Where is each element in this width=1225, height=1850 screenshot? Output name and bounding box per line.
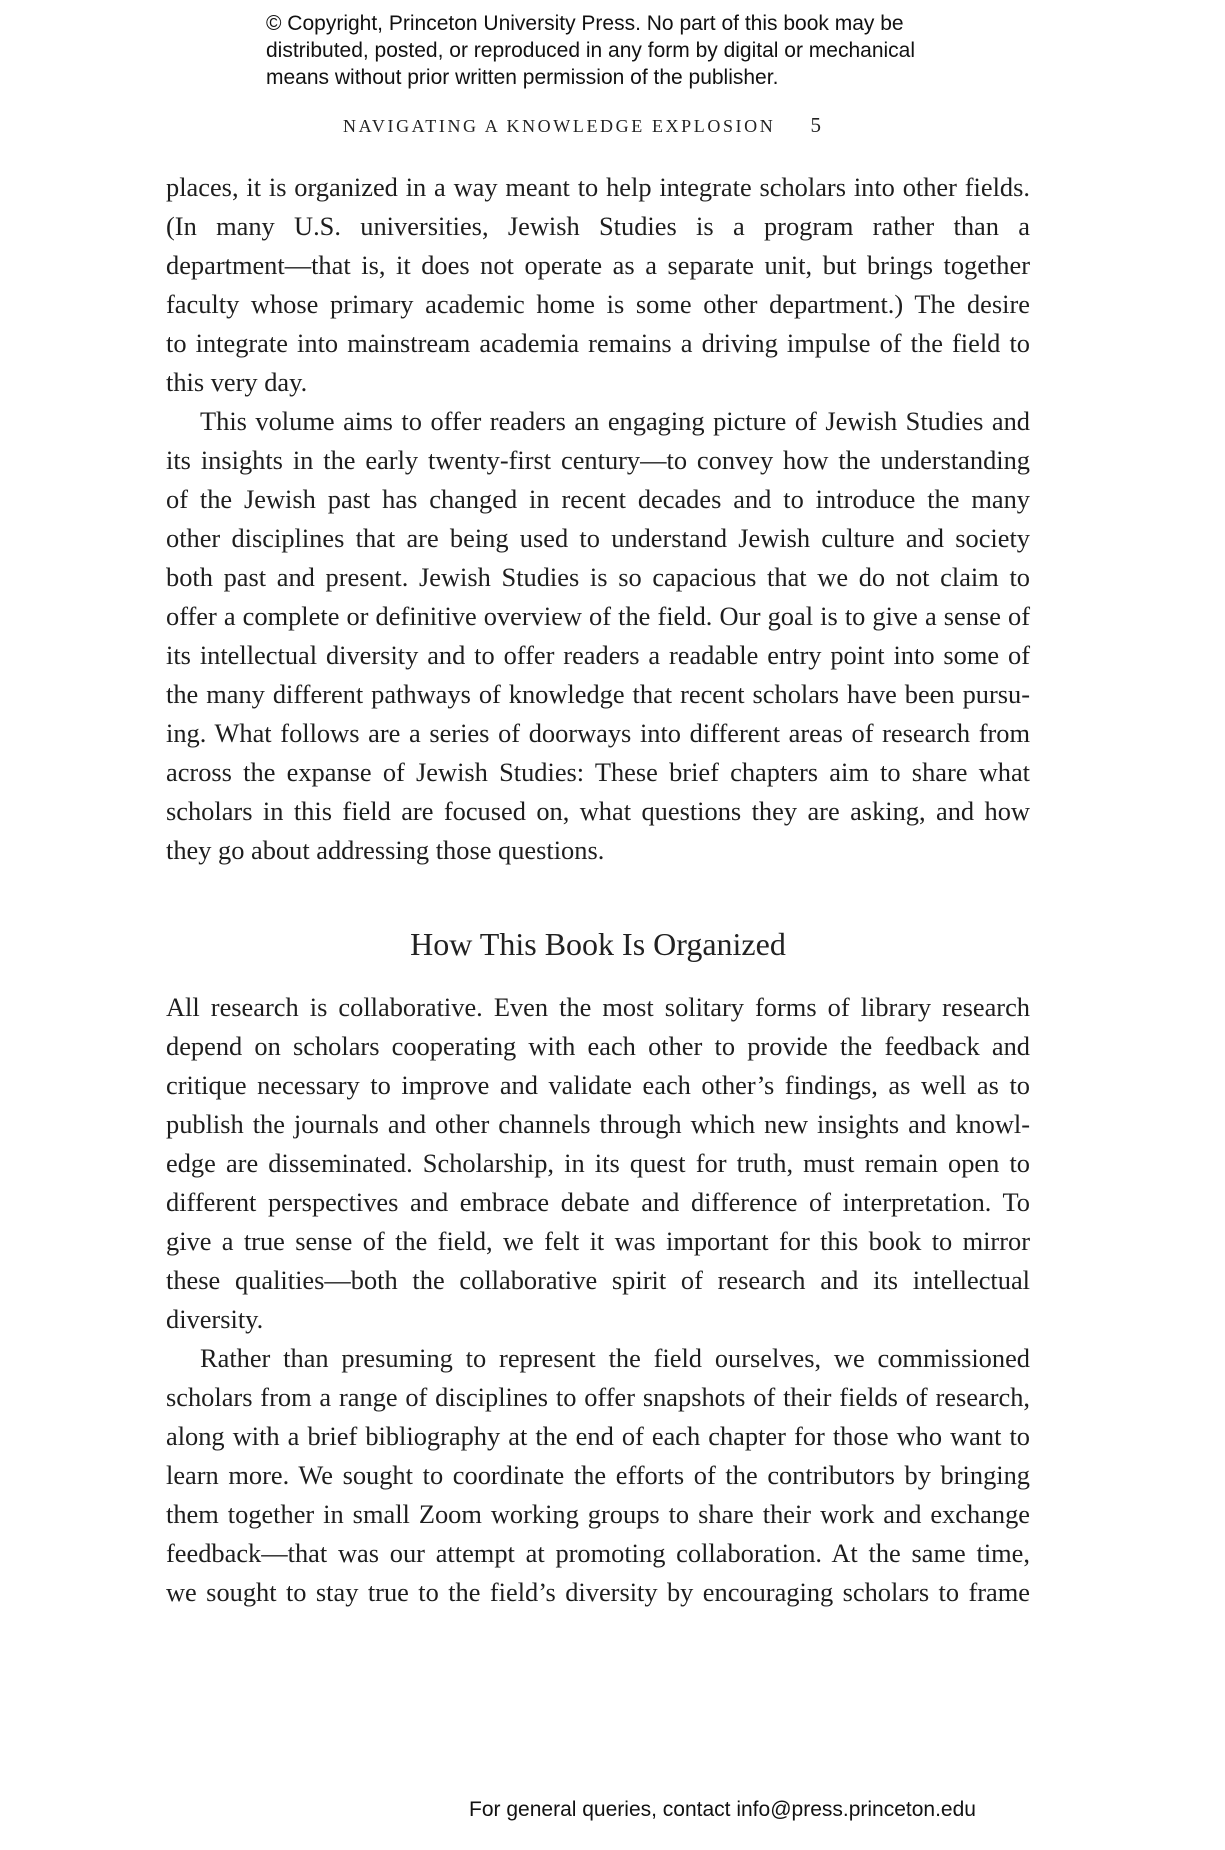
text-line: its insights in the early twenty-first century—to convey how the understanding (166, 445, 1030, 475)
text-line: we sought to stay true to the field’s diversity by encouraging scholars to frame (166, 1577, 1030, 1607)
text-line: both past and present. Jewish Studies is so capacious that we do not claim to (166, 562, 1030, 592)
text-line: across the expanse of Jewish Studies: These brief chapters aim to share what (166, 757, 1030, 787)
text-line: the many different pathways of knowledge that recent scholars have been pursu- (166, 679, 1030, 709)
text-line: This volume aims to offer readers an engaging picture of Jewish Studies and (200, 406, 1030, 436)
page-number: 5 (810, 113, 821, 137)
paragraph (166, 988, 1030, 1339)
text-line: these qualities—both the collaborative spirit of research and its intellectual (166, 1265, 1030, 1295)
section-heading: How This Book Is Organized (410, 926, 786, 962)
text-line: learn more. We sought to coordinate the efforts of the contributors by bringing (166, 1460, 1030, 1490)
text-line: edge are disseminated. Scholarship, in its quest for truth, must remain open to (166, 1148, 1030, 1178)
text-line: different perspectives and embrace debate and difference of interpretation. To (166, 1187, 1030, 1217)
text-line: ing. What follows are a series of doorways into different areas of research from (166, 718, 1030, 748)
text-line: feedback—that was our attempt at promoting collaboration. At the same time, (166, 1538, 1030, 1568)
paragraph (166, 168, 1030, 402)
text-line: other disciplines that are being used to understand Jewish culture and society (166, 523, 1030, 553)
text-line: give a true sense of the field, we felt it was important for this book to mirror (166, 1226, 1030, 1256)
text-line: this very day. (166, 367, 308, 397)
copyright-line: means without prior written permission of the publisher. (266, 66, 779, 89)
text-line: they go about addressing those questions. (166, 835, 605, 865)
text-line: scholars in this field are focused on, what questions they are asking, and how (166, 796, 1030, 826)
copyright-line: © Copyright, Princeton University Press. No part of this book may be (266, 12, 904, 35)
body-text-top (166, 168, 1030, 870)
paragraph (166, 1339, 1030, 1612)
text-line: along with a brief bibliography at the end of each chapter for those who want to (166, 1421, 1030, 1451)
text-line: to integrate into mainstream academia remains a driving impulse of the field to (166, 328, 1030, 358)
text-line: offer a complete or definitive overview of the field. Our goal is to give a sense of (166, 601, 1030, 631)
text-line: depend on scholars cooperating with each other to provide the feedback and (166, 1031, 1030, 1061)
text-line: places, it is organized in a way meant to help integrate scholars into other fields. (166, 172, 1030, 202)
text-line: them together in small Zoom working groups to share their work and exchange (166, 1499, 1030, 1529)
text-line: critique necessary to improve and validate each other’s findings, as well as to (166, 1070, 1030, 1100)
text-line: (In many U.S. universities, Jewish Studies is a program rather than a (166, 211, 1030, 241)
running-head-title: NAVIGATING A KNOWLEDGE EXPLOSION (343, 116, 776, 136)
text-line: All research is collaborative. Even the most solitary forms of library research (166, 992, 1030, 1022)
copyright-line: distributed, posted, or reproduced in any form by digital or mechanical (266, 39, 916, 62)
text-line: of the Jewish past has changed in recent decades and to introduce the many (166, 484, 1030, 514)
paragraph (166, 402, 1030, 870)
text-line: scholars from a range of disciplines to offer snapshots of their fields of research, (166, 1382, 1030, 1412)
text-line: publish the journals and other channels through which new insights and knowl- (166, 1109, 1030, 1139)
running-head (343, 113, 821, 138)
footer-text: For general queries, contact info@press.princeton.edu (469, 1798, 976, 1821)
text-line: Rather than presuming to represent the field ourselves, we commissioned (200, 1343, 1030, 1373)
text-line: diversity. (166, 1304, 264, 1334)
body-text-bottom (166, 988, 1030, 1612)
text-line: its intellectual diversity and to offer readers a readable entry point into some of (166, 640, 1030, 670)
copyright-notice (266, 10, 986, 91)
footer-contact (0, 1797, 1225, 1823)
text-line: faculty whose primary academic home is some other department.) The desire (166, 289, 1030, 319)
text-line: department—that is, it does not operate as a separate unit, but brings together (166, 250, 1030, 280)
